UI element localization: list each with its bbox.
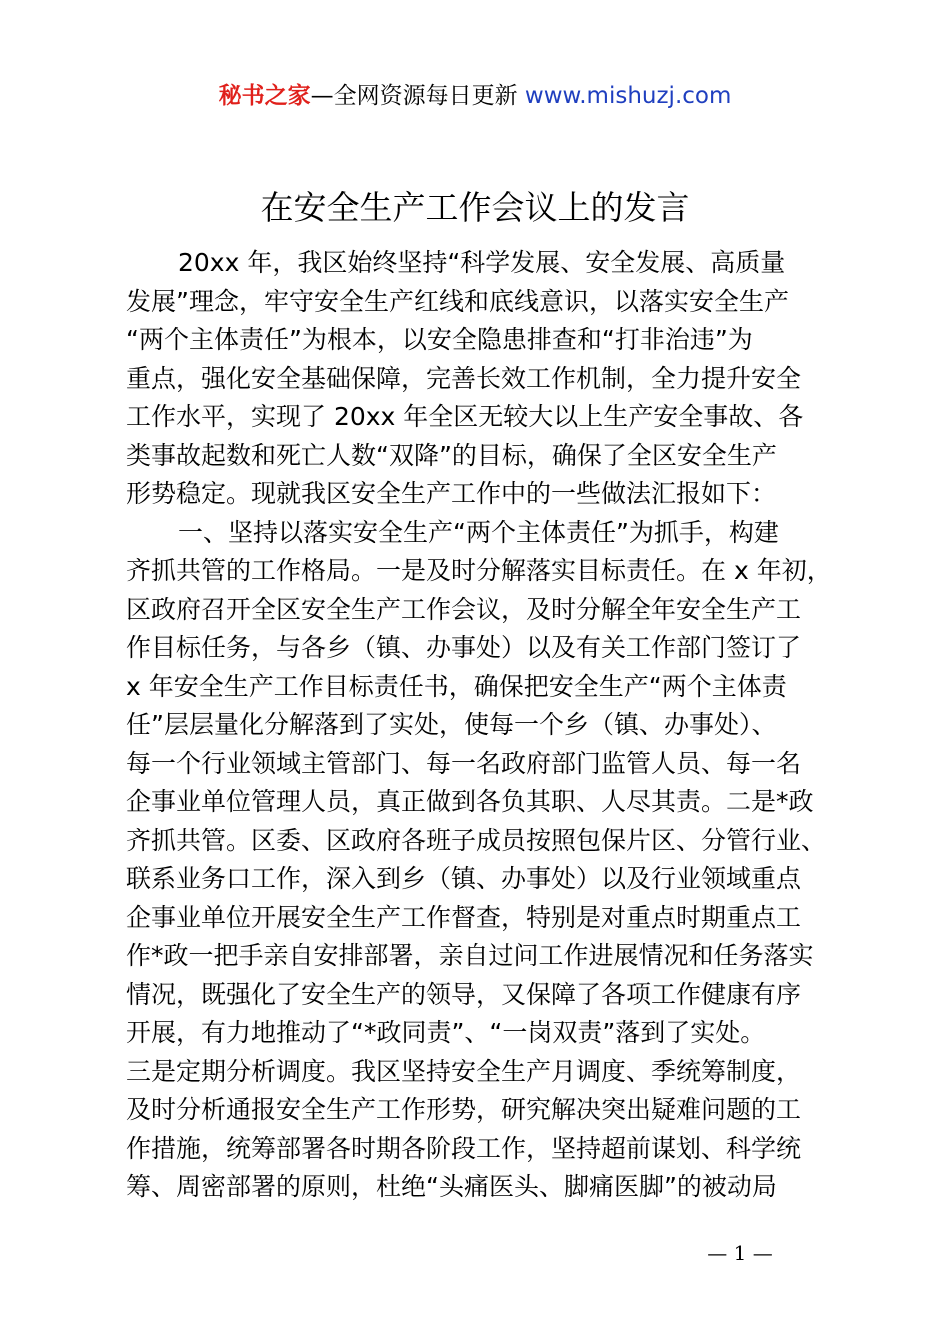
brand-name: 秘书之家 xyxy=(218,83,311,109)
text-line: 作措施，统筹部署各时期各阶段工作，坚持超前谋划、科学统 xyxy=(126,1133,802,1163)
text-line: 情况，既强化了安全生产的领导，又保障了各项工作健康有序 xyxy=(126,979,802,1009)
site-header xyxy=(0,78,950,114)
text-line: 作目标任务，与各乡（镇、办事处）以及有关工作部门签订了 xyxy=(126,633,802,662)
site-url-link[interactable]: www.mishuzj.com xyxy=(524,83,732,109)
document-body xyxy=(126,244,842,1207)
text-line: 作*政一把手亲自安排部署，亲自过问工作进展情况和任务落实 xyxy=(126,941,814,970)
text-line: 开展，有力地推动了“*政同责”、“一岗双责”落到了实处。 xyxy=(126,1018,766,1047)
text-line: 企事业单位开展安全生产工作督查，特别是对重点时期重点工 xyxy=(126,902,802,932)
text-line: 一、坚持以落实安全生产“两个主体责任”为抓手，构建 xyxy=(178,517,779,547)
text-line: 齐抓共管的工作格局。一是及时分解落实目标责任。在 x 年初， xyxy=(126,556,832,585)
text-line: 筹、周密部署的原则，杜绝“头痛医头、脚痛医脚”的被动局 xyxy=(126,1172,777,1201)
text-line: 区政府召开全区安全生产工作会议，及时分解全年安全生产工 xyxy=(126,594,802,624)
text-line: 20xx 年，我区始终坚持“科学发展、安全发展、高质量 xyxy=(178,248,786,277)
text-line: 齐抓共管。区委、区政府各班子成员按照包保片区、分管行业、 xyxy=(126,825,827,855)
text-line: 发展”理念，牢守安全生产红线和底线意识，以落实安全生产 xyxy=(126,286,789,316)
text-line: 形势稳定。现就我区安全生产工作中的一些做法汇报如下： xyxy=(126,479,777,508)
document-title: 在安全生产工作会议上的发言 xyxy=(260,188,690,227)
text-line: 每一个行业领域主管部门、每一名政府部门监管人员、每一名 xyxy=(126,748,802,778)
text-line: 及时分析通报安全生产工作形势，研究解决突出疑难问题的工 xyxy=(126,1095,802,1124)
text-line: 联系业务口工作，深入到乡（镇、办事处）以及行业领域重点 xyxy=(126,864,802,893)
text-line: 重点，强化安全基础保障，完善长效工作机制，全力提升安全 xyxy=(126,363,802,393)
text-line: 三是定期分析调度。我区坚持安全生产月调度、季统筹制度， xyxy=(126,1056,802,1086)
text-line: x 年安全生产工作目标责任书，确保把安全生产“两个主体责 xyxy=(126,671,787,701)
text-line: 企事业单位管理人员，真正做到各负其职、人尽其责。二是*政 xyxy=(126,787,814,816)
text-line: 工作水平，实现了 20xx 年全区无较大以上生产安全事故、各 xyxy=(126,402,804,431)
header-tagline: —全网资源每日更新 xyxy=(310,83,518,109)
text-line: 任”层层量化分解落到了实处，使每一个乡（镇、办事处）、 xyxy=(126,710,777,739)
text-line: “两个主体责任”为根本，以安全隐患排查和“打非治违”为 xyxy=(126,325,753,354)
text-line: 类事故起数和死亡人数“双降”的目标，确保了全区安全生产 xyxy=(126,440,777,470)
page-number: — 1 — xyxy=(707,1241,773,1265)
